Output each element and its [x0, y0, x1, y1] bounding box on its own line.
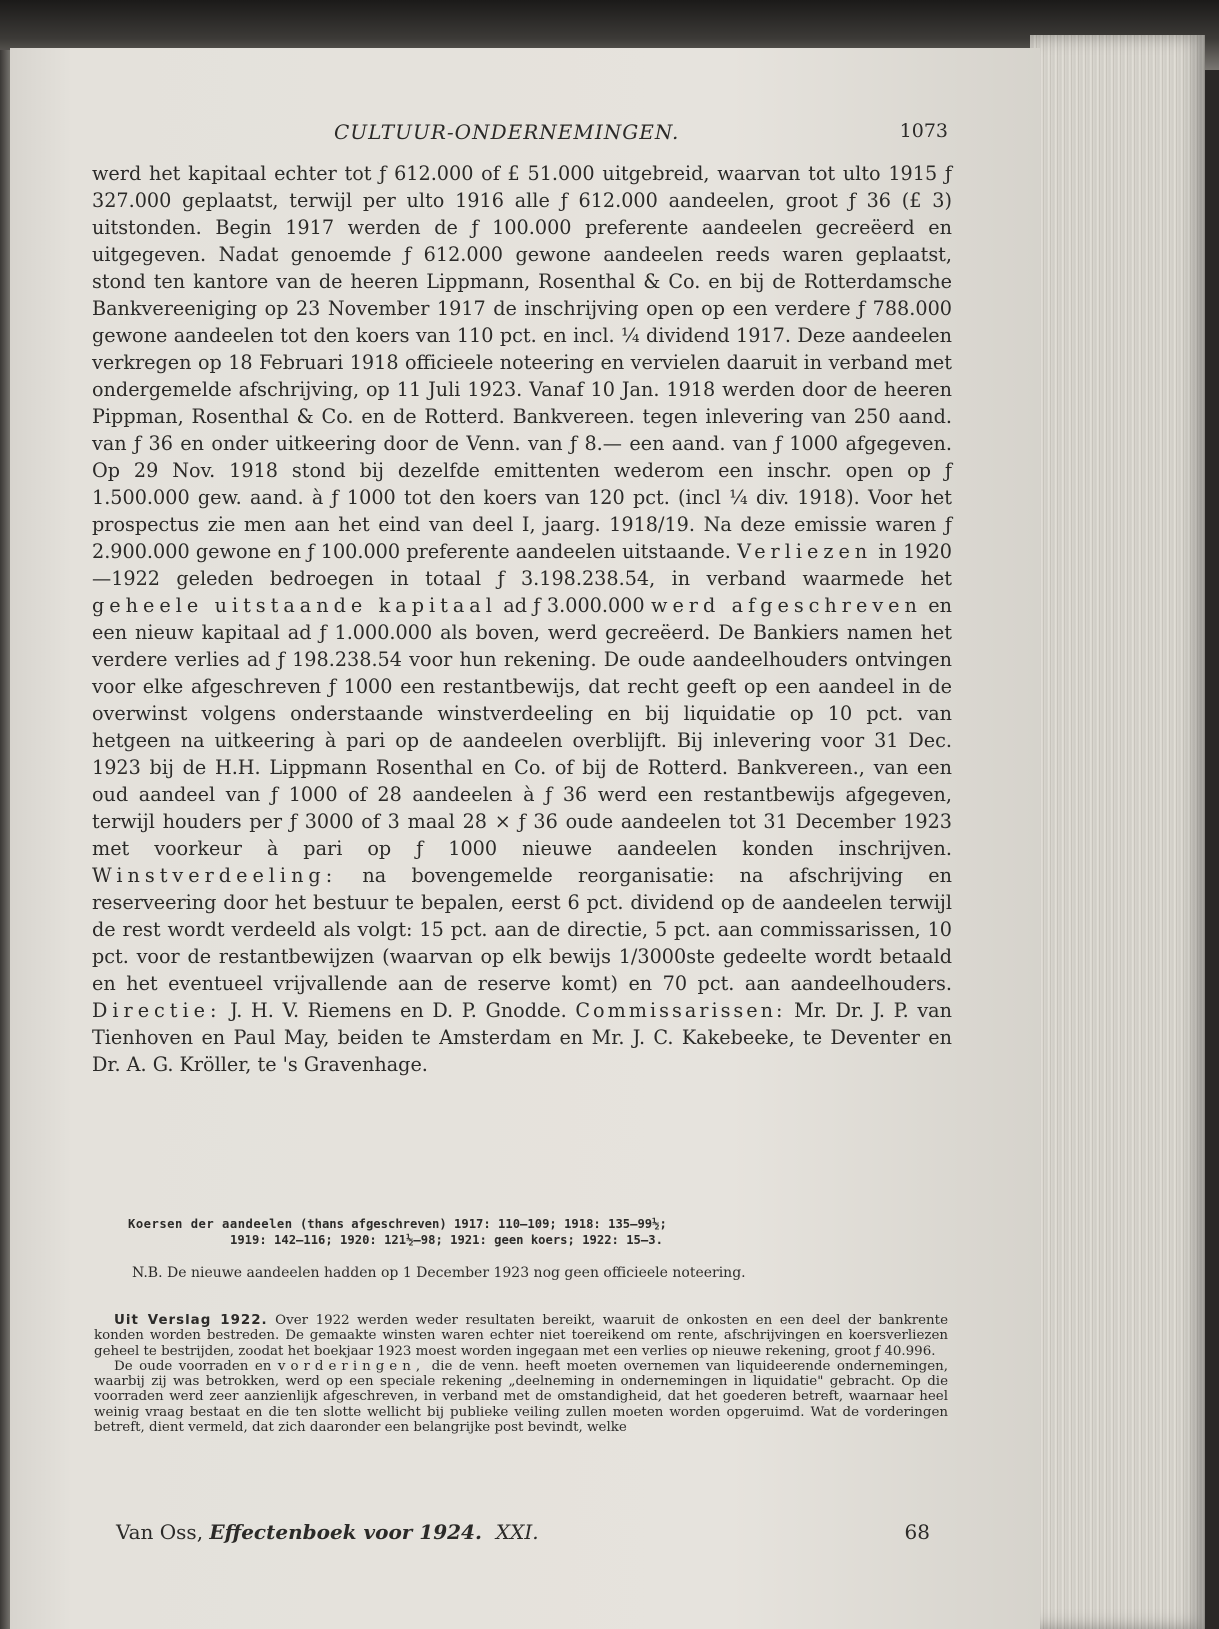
footer-credit [116, 1520, 539, 1544]
body-text-part: en een nieuw kapitaal ad ƒ 1.000.000 als boven, werd gecreëerd. De Bankiers namen het verdere verlies ad ƒ 198.238.54 voor hun rekening. De oude aandeelhouders ontvingen voor elke afgeschreven ƒ 1000 een restantbewijs, dat recht geeft op een aandeel in de overwinst volgens onderstaande winstverdeeling en bij liquidatie op 10 pct. van hetgeen na uitkeering à pari op de aandeelen overblijft. Bij inlevering voor 31 Dec. 1923 bij de H.H. Lippmann Rosenthal en Co. of bij de Rotterd. Bankvereen., van een oud aandeel van ƒ 1000 of 28 aandeelen à ƒ 36 werd een restantbewijs afgegeven, terwijl houders per ƒ 3000 of 3 maal 28 × ƒ 36 oude aandeelen tot 31 December 1923 met voorkeur à pari op ƒ 1000 nieuwe aandeelen konden inschrijven. [92, 594, 953, 860]
page-footer [94, 1520, 930, 1544]
signature-mark: 68 [904, 1520, 930, 1544]
report-text: De oude voorraden en [114, 1358, 272, 1374]
spaced-term-verliezen: Verliezen [737, 540, 873, 563]
report-text: die de venn. heeft moeten overnemen van liquideerende ondernemingen, waarbij zij was betrokken, werd op een speciale rekening „deelneming in ondernemingen in liquidatie" gebracht. Op die voorraden werd zeer aanzienlijk afgeschreven, in verband met de omstandigheid, dat het goederen betreft, waarnaar heel weinig vraag bestaat en die ten slotte wellicht bij publieke veiling zullen moeten worden opgeruimd. Wat de vorderingen betreft, dient vermeld, dat zich daaronder een belangrijke post bevindt, welke [94, 1358, 948, 1436]
body-text-part: Mr. Dr. J. P. van Tienhoven en Paul May, beiden te Amsterdam en Mr. J. C. Kakebeeke, te Deventer en Dr. A. G. Kröller, te 's Gravenhage. [92, 999, 952, 1076]
share-prices [128, 1216, 936, 1248]
spaced-term-vorderingen: vorderingen, [277, 1358, 426, 1374]
footer-publication: Effectenboek voor 1924. [209, 1520, 482, 1544]
body-text-part: J. H. V. Riemens en D. P. Gnodde. [230, 999, 567, 1022]
report-text: Over 1922 werden weder resultaten bereikt, waaruit de onkosten en een deel der bankrente konden worden bestreden. De gemaakte winsten waren echter niet toereikend om rente, afschrijvingen en koersverliezen geheel te bestrijden, zoodat het boekjaar 1923 moest worden ingegaan met een verlies op nieuwe rekening, groot ƒ 40.996. [94, 1313, 948, 1359]
body-text-part: na bovengemelde reorganisatie: na afschrijving en reserveering door het bestuur te bepalen, eerst 6 pct. dividend op de aandeelen terwijl de rest wordt verdeeld als volgt: 15 pct. aan de directie, 5 pct. aan commissarissen, 10 pct. voor de restantbewijzen (waarvan op elk bewijs 1/3000ste gedeelte wordt betaald en het eventueel vrijvallende aan de reserve komt) en 70 pct. aan aandeelhouders. [92, 864, 952, 995]
page-number: 1073 [899, 120, 948, 142]
spaced-term-afgeschreven: werd afgeschreven [651, 594, 922, 617]
spaced-term-kapitaal: geheele uitstaande kapitaal [92, 594, 497, 617]
running-head [88, 120, 948, 146]
report-paragraph-2 [94, 1359, 948, 1435]
note-paragraph: N.B. De nieuwe aandeelen hadden op 1 December 1923 nog geen officieele noteering. [132, 1265, 746, 1281]
footer-volume: XXI. [495, 1520, 539, 1544]
main-paragraph [92, 160, 952, 1078]
spaced-term-directie: Directie: [92, 999, 222, 1022]
body-text-part: in 1920—1922 geleden bedroegen in totaal ƒ 3.198.238.54, in verband waarmede het [92, 540, 952, 590]
spaced-term-winstverdeeling: Winstverdeeling: [92, 864, 338, 887]
share-prices-label: Koersen der aandeelen [128, 1217, 293, 1231]
book-page [10, 48, 1040, 1629]
book-page-edges [1030, 35, 1205, 1629]
annual-report-section [94, 1313, 948, 1435]
section-title: CULTUUR-ONDERNEMINGEN. [334, 120, 680, 144]
body-text-part: ad ƒ 3.000.000 [503, 594, 645, 617]
spaced-term-commissarissen: Commissarissen: [575, 999, 786, 1022]
share-prices-line-1: (thans afgeschreven) 1917: 110—109; 1918: 135—99½; [299, 1217, 667, 1231]
share-prices-line-2: 1919: 142—116; 1920: 121½—98; 1921: geen koers; 1922: 15—3. [230, 1233, 663, 1247]
footer-author: Van Oss, [116, 1520, 204, 1544]
report-paragraph-1 [94, 1313, 948, 1359]
report-lead: Uit Verslag 1922. [114, 1313, 268, 1328]
body-text-part: werd het kapitaal echter tot ƒ 612.000 of £ 51.000 uitgebreid, waarvan tot ulto 1915 ƒ 327.000 geplaatst, terwijl per ulto 1916 alle ƒ 612.000 aandeelen, groot ƒ 36 (£ 3) uitstonden. Begin 1917 werden de ƒ 100.000 preferente aandeelen gecreëerd en uitgegeven. Nadat genoemde ƒ 612.000 gewone aandeelen reeds waren geplaatst, stond ten kantore van de heeren Lippmann, Rosenthal & Co. en bij de Rotterdamsche Bankvereeniging op 23 November 1917 de inschrijving open op een verdere ƒ 788.000 gewone aandeelen tot den koers van 110 pct. en incl. ¼ dividend 1917. Deze aandeelen verkregen op 18 Februari 1918 officieele noteering en vervielen daaruit in verband met ondergemelde afschrijving, op 11 Juli 1923. Vanaf 10 Jan. 1918 werden door de heeren Pippman, Rosenthal & Co. en de Rotterd. Bankvereen. tegen inlevering van 250 aand. van ƒ 36 en onder uitkeering door de Venn. van ƒ 8.— een aand. van ƒ 1000 afgegeven. Op 29 Nov. 1918 stond bij dezelfde emittenten wederom een inschr. open op ƒ 1.500.000 gew. aand. à ƒ 1000 tot den koers van 120 pct. (incl ¼ div. 1918). Voor het prospectus zie men aan het eind van deel I, jaarg. 1918/19. Na deze emissie waren ƒ 2.900.000 gewone en ƒ 100.000 preferente aandeelen uitstaande. [92, 162, 952, 563]
